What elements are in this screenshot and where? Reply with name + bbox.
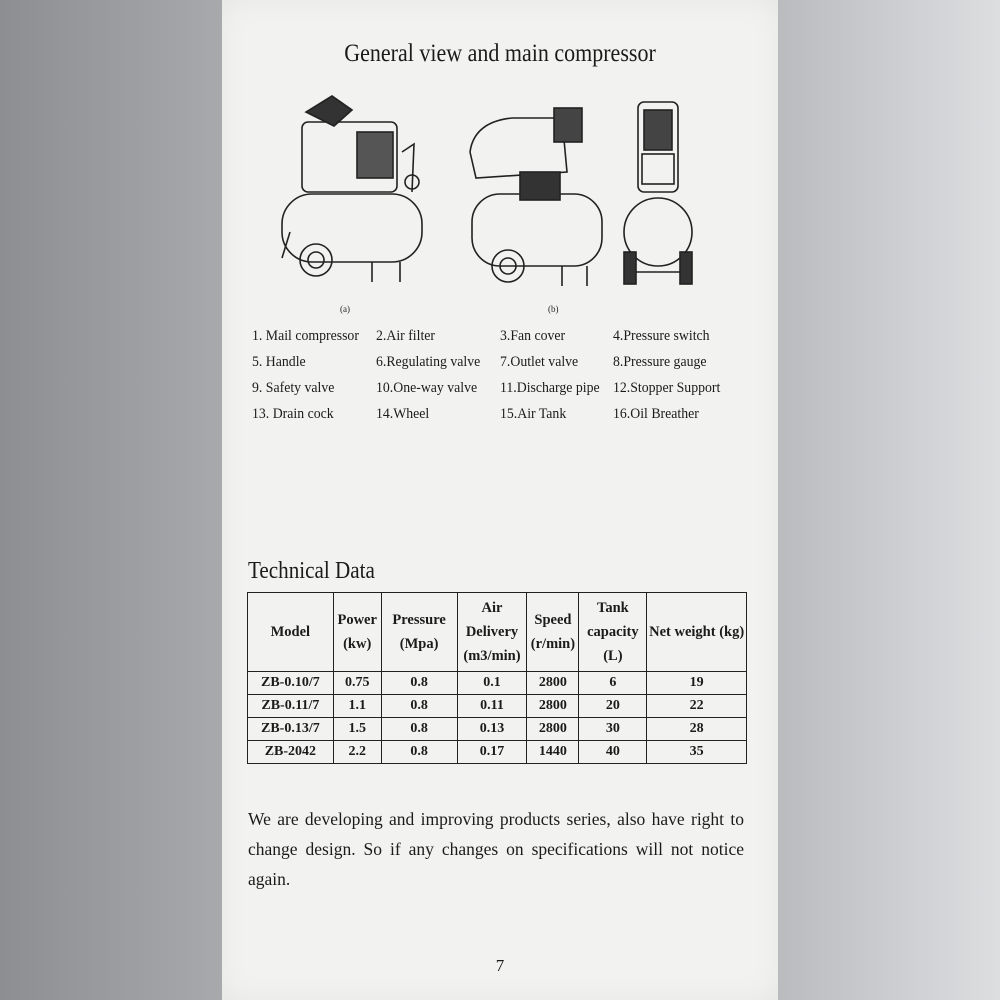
table-header-row: [248, 593, 747, 672]
table-cell: ZB-0.11/7: [248, 695, 334, 718]
table-row: [248, 695, 747, 718]
table-row: [248, 718, 747, 741]
part-item: 2.Air filter: [376, 328, 436, 344]
table-cell: 0.75: [333, 672, 381, 695]
column-header: Speed (r/min): [527, 593, 579, 672]
part-item: 12.Stopper Support: [613, 380, 721, 396]
table-cell: 2.2: [333, 741, 381, 764]
table-cell: 28: [647, 718, 747, 741]
table-cell: 30: [579, 718, 647, 741]
part-item: 3.Fan cover: [500, 328, 566, 344]
part-item: 15.Air Tank: [500, 406, 567, 422]
table-cell: 1440: [527, 741, 579, 764]
compressor-diagram: [262, 82, 732, 320]
part-item: 5. Handle: [252, 354, 306, 370]
part-item: 8.Pressure gauge: [613, 354, 707, 370]
background-left: [0, 0, 222, 1000]
background-right: [778, 0, 1000, 1000]
table-cell: 20: [579, 695, 647, 718]
table-cell: 0.1: [457, 672, 527, 695]
technical-data-table: [247, 592, 747, 764]
technical-data-heading: Technical Data: [248, 558, 375, 584]
table-cell: 2800: [527, 695, 579, 718]
table-cell: ZB-2042: [248, 741, 334, 764]
table-cell: 0.13: [457, 718, 527, 741]
table-cell: 2800: [527, 672, 579, 695]
table-row: [248, 672, 747, 695]
table-row: [248, 741, 747, 764]
table-cell: 0.8: [381, 718, 457, 741]
table-cell: ZB-0.10/7: [248, 672, 334, 695]
column-header: Air Delivery (m3/min): [457, 593, 527, 672]
page-title: General view and main compressor: [344, 40, 656, 67]
part-item: 1. Mail compressor: [252, 328, 359, 344]
figure-label-b: (b): [548, 304, 559, 314]
column-header: Model: [248, 593, 334, 672]
table-cell: 2800: [527, 718, 579, 741]
table-cell: 0.8: [381, 741, 457, 764]
column-header: Tank capacity (L): [579, 593, 647, 672]
table-cell: 0.17: [457, 741, 527, 764]
column-header: Power (kw): [333, 593, 381, 672]
table-cell: 1.1: [333, 695, 381, 718]
table-cell: 6: [579, 672, 647, 695]
figure-label-a: (a): [340, 304, 350, 314]
table-cell: 0.11: [457, 695, 527, 718]
column-header: Net weight (kg): [647, 593, 747, 672]
table-cell: 22: [647, 695, 747, 718]
page-number: 7: [495, 956, 505, 975]
manual-page: [222, 0, 778, 1000]
part-item: 6.Regulating valve: [376, 354, 481, 370]
part-item: 11.Discharge pipe: [500, 380, 600, 396]
part-item: 7.Outlet valve: [500, 354, 579, 370]
part-item: 13. Drain cock: [252, 406, 334, 422]
part-item: 4.Pressure switch: [613, 328, 710, 344]
table-cell: 1.5: [333, 718, 381, 741]
table-cell: 35: [647, 741, 747, 764]
table-cell: 0.8: [381, 695, 457, 718]
table-cell: 0.8: [381, 672, 457, 695]
table-cell: 40: [579, 741, 647, 764]
table-cell: ZB-0.13/7: [248, 718, 334, 741]
table-cell: 19: [647, 672, 747, 695]
part-item: 14.Wheel: [376, 406, 430, 422]
disclaimer-note: We are developing and improving products series, also have right to change design. So if any changes on specifications will not notice again.: [248, 809, 744, 889]
column-header: Pressure (Mpa): [381, 593, 457, 672]
part-item: 9. Safety valve: [252, 380, 335, 396]
parts-legend: [252, 328, 762, 423]
part-item: 10.One-way valve: [376, 380, 478, 396]
part-item: 16.Oil Breather: [613, 406, 699, 422]
